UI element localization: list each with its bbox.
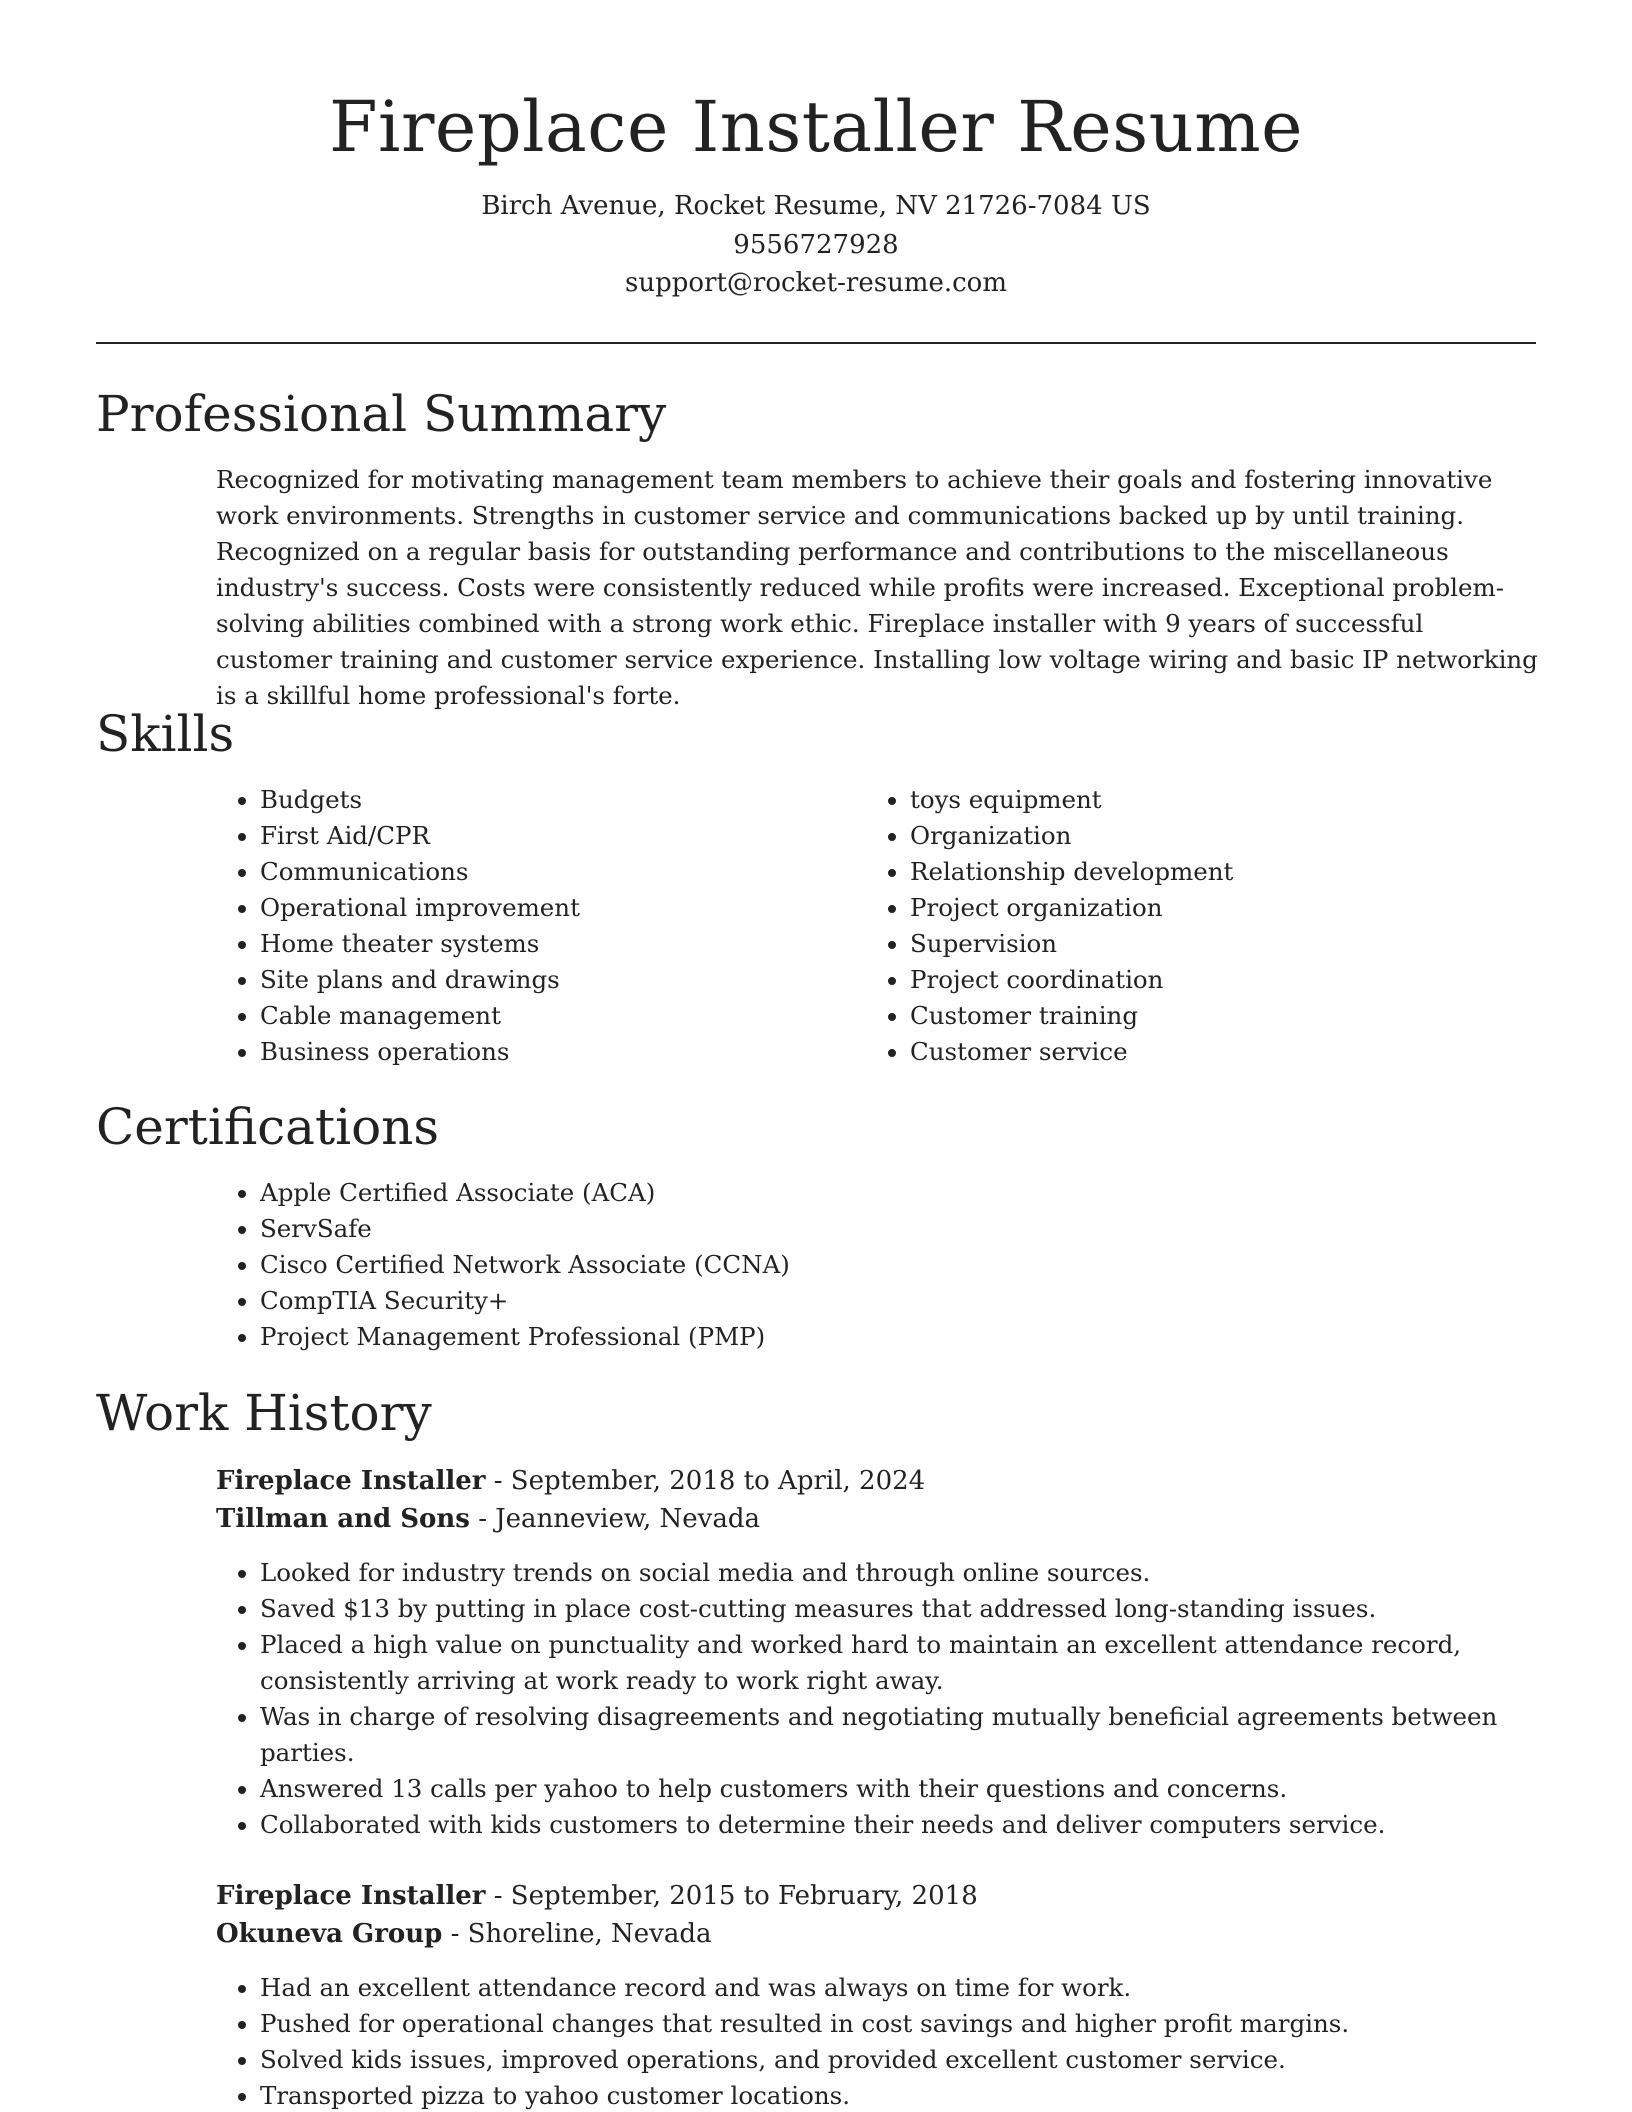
job-company-line: [216, 1500, 1516, 1538]
list-item: • Project organization: [910, 890, 1466, 926]
list-item: • Placed a high value on punctuality and worked hard to maintain an excellent attendance record, consistently arriving at work ready to work right away.: [260, 1627, 1516, 1699]
certifications-list: [216, 1175, 1516, 1355]
job-dates: - September, 2018 to April, 2024: [485, 1466, 926, 1496]
job-role: Fireplace Installer: [216, 1466, 486, 1496]
list-item: • Transported pizza to yahoo customer locations.: [260, 2078, 1516, 2112]
summary-heading: Professional Summary: [96, 385, 667, 443]
list-item: • Organization: [910, 818, 1466, 854]
skills-column-right: [866, 782, 1466, 1070]
list-item: • Communications: [260, 854, 816, 890]
job-bullets: [216, 1970, 1516, 2112]
header-divider: [96, 342, 1536, 344]
list-item: • Solved kids issues, improved operations, and provided excellent customer service.: [260, 2042, 1516, 2078]
list-item: • Customer training: [910, 998, 1466, 1034]
list-item: • Project coordination: [910, 962, 1466, 998]
list-item: • Customer service: [910, 1034, 1466, 1070]
contact-phone: 9556727928: [733, 229, 899, 260]
job-dates: - September, 2015 to February, 2018: [485, 1881, 978, 1911]
resume-header: [0, 80, 1632, 303]
job-location: - Jeanneview, Nevada: [469, 1504, 760, 1534]
skills-list-right: [866, 782, 1466, 1070]
list-item: • toys equipment: [910, 782, 1466, 818]
summary-text: Recognized for motivating management team members to achieve their goals and fostering innovative work environments. Strengths in customer service and communications backed up by until training. Recognized on a regular basis for outstanding performance and contributions to the miscellaneous industry's success. Costs were consistently reduced while profits were increased. Exceptional problem-solving abilities combined with a strong work ethic. Fireplace installer with 9 years of successful customer training and customer service experience. Installing low voltage wiring and basic IP networking is a skillful home professional's forte.: [216, 465, 1538, 710]
list-item: • Cable management: [260, 998, 816, 1034]
job-role: Fireplace Installer: [216, 1881, 486, 1911]
work-history-heading: Work History: [96, 1384, 432, 1442]
list-item: • Site plans and drawings: [260, 962, 816, 998]
resume-title: Fireplace Installer Resume: [328, 86, 1304, 168]
list-item: • Apple Certified Associate (ACA): [260, 1175, 1516, 1211]
job-company: Tillman and Sons: [216, 1504, 470, 1534]
list-item: • Business operations: [260, 1034, 816, 1070]
list-item: • Was in charge of resolving disagreements and negotiating mutually beneficial agreements between parties.: [260, 1699, 1516, 1771]
list-item: • Project Management Professional (PMP): [260, 1319, 1516, 1355]
list-item: • Looked for industry trends on social media and through online sources.: [260, 1555, 1516, 1591]
list-item: • Collaborated with kids customers to determine their needs and deliver computers service.: [260, 1807, 1516, 1843]
job-title-line: [216, 1877, 1516, 1915]
skills-column-left: [216, 782, 816, 1070]
list-item: • Saved $13 by putting in place cost-cutting measures that addressed long-standing issues.: [260, 1591, 1516, 1627]
list-item: • Budgets: [260, 782, 816, 818]
list-item: • Home theater systems: [260, 926, 816, 962]
certifications-heading: Certifications: [96, 1098, 440, 1156]
list-item: • Relationship development: [910, 854, 1466, 890]
job-bullets: [216, 1555, 1516, 1843]
list-item: • Supervision: [910, 926, 1466, 962]
job-bullet-list: [216, 1970, 1516, 2112]
list-item: • Cisco Certified Network Associate (CCNA): [260, 1247, 1516, 1283]
job-header: [216, 1462, 1516, 1538]
job-location: - Shoreline, Nevada: [442, 1919, 712, 1949]
contact-address: Birch Avenue, Rocket Resume, NV 21726-7084 US: [481, 191, 1151, 221]
skills-list-left: [216, 782, 816, 1070]
skills-heading: Skills: [96, 705, 235, 763]
list-item: • First Aid/CPR: [260, 818, 816, 854]
list-item: • Had an excellent attendance record and was always on time for work.: [260, 1970, 1516, 2006]
list-item: • CompTIA Security+: [260, 1283, 1516, 1319]
contact-email: support@rocket-resume.com: [624, 268, 1007, 298]
job-header: [216, 1877, 1516, 1953]
job-title-line: [216, 1462, 1516, 1500]
job-bullet-list: [216, 1555, 1516, 1843]
list-item: • Answered 13 calls per yahoo to help customers with their questions and concerns.: [260, 1771, 1516, 1807]
contact-info: [0, 187, 1632, 303]
list-item: • Pushed for operational changes that resulted in cost savings and higher profit margins.: [260, 2006, 1516, 2042]
job-company-line: [216, 1915, 1516, 1953]
list-item: • Operational improvement: [260, 890, 816, 926]
certifications-block: [216, 1175, 1516, 1355]
job-company: Okuneva Group: [216, 1919, 443, 1949]
list-item: • ServSafe: [260, 1211, 1516, 1247]
